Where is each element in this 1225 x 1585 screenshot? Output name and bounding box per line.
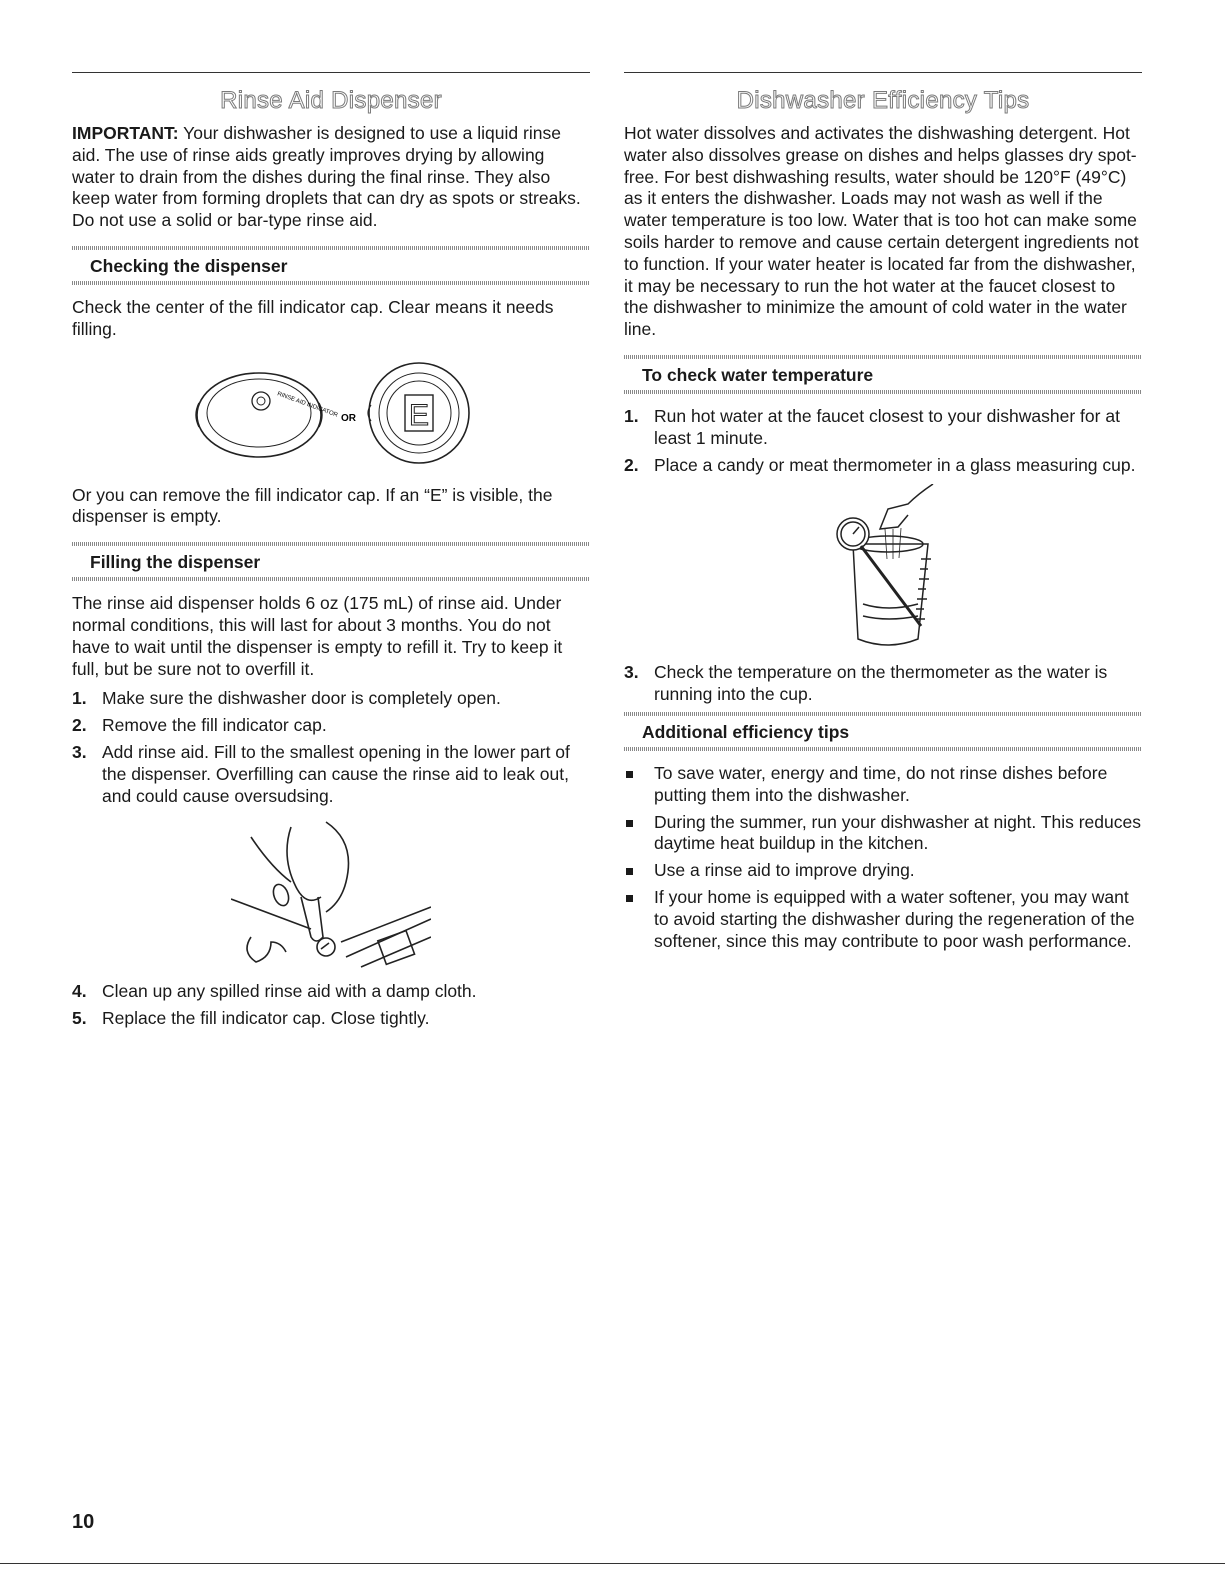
check-temp-steps-a	[624, 406, 1142, 476]
list-item	[624, 763, 1142, 807]
bullet-square-icon	[626, 771, 633, 778]
subhead-filling	[72, 542, 590, 581]
list-item	[624, 860, 1142, 882]
dotted-rule	[72, 542, 590, 546]
step-number: 5.	[72, 1008, 87, 1029]
step-text: Remove the fill indicator cap.	[102, 715, 327, 736]
check-temp-heading: To check water temperature	[642, 364, 874, 385]
step-text: Replace the fill indicator cap. Close tightly.	[102, 1008, 430, 1029]
dotted-rule	[624, 712, 1142, 716]
step-number: 4.	[72, 981, 87, 1002]
or-label: OR	[341, 412, 356, 424]
step-text: Add rinse aid. Fill to the smallest opening in the lower part of the dispenser. Overfilling can cause the rinse aid to leak out, and could cause oversudsing.	[102, 741, 570, 806]
dotted-rule	[624, 747, 1142, 751]
subhead-check-temp	[624, 355, 1142, 394]
cap-top-view-icon	[196, 373, 339, 457]
top-rule	[72, 72, 590, 73]
step-number: 2.	[72, 715, 87, 736]
filling-steps-a	[72, 688, 590, 807]
important-text: Your dishwasher is designed to use a liquid rinse aid. The use of rinse aids greatly improves drying by allowing water to drain from the dishes during the final rinse. They also keep water from forming droplets that can dry as spots or streaks. Do not use a solid or bar-type rinse aid.	[72, 123, 581, 231]
dotted-rule	[72, 246, 590, 250]
left-column	[72, 72, 590, 1035]
step-number: 1.	[624, 405, 639, 426]
section-title-efficiency: Dishwasher Efficiency Tips	[736, 87, 1030, 114]
bullet-text: During the summer, run your dishwasher at night. This reduces daytime heat buildup in the kitchen.	[654, 811, 1141, 854]
cap-label-text: RINSE AID INDICATOR	[276, 390, 339, 419]
top-rule	[624, 72, 1142, 73]
step-text: Run hot water at the faucet closest to your dishwasher for at least 1 minute.	[654, 405, 1120, 448]
filling-illustration	[231, 817, 431, 977]
efficiency-tips-list	[624, 763, 1142, 952]
checking-heading: Checking the dispenser	[90, 255, 288, 276]
subhead-additional	[624, 712, 1142, 751]
bottom-rule	[0, 1563, 1225, 1564]
list-item	[624, 887, 1142, 952]
cap-e-view-icon	[368, 363, 469, 463]
list-item	[72, 1008, 590, 1030]
step-text: Clean up any spilled rinse aid with a damp cloth.	[102, 981, 477, 1002]
filling-heading: Filling the dispenser	[90, 552, 261, 573]
hand-bottle-icon	[231, 822, 431, 967]
bullet-text: Use a rinse aid to improve drying.	[654, 860, 915, 881]
dotted-rule	[72, 281, 590, 285]
filling-steps-b	[72, 981, 590, 1030]
important-label: IMPORTANT:	[72, 123, 179, 143]
important-paragraph	[72, 123, 590, 232]
list-item	[624, 812, 1142, 856]
bullet-text: If your home is equipped with a water softener, you may want to avoid starting the dishwasher during the regeneration of the softener, since this may contribute to poor wash performance.	[654, 886, 1135, 951]
bullet-square-icon	[626, 895, 633, 902]
step-number: 2.	[624, 454, 639, 475]
list-item	[72, 715, 590, 737]
step-number: 3.	[72, 741, 87, 762]
bullet-text: To save water, energy and time, do not rinse dishes before putting them into the dishwasher.	[654, 762, 1108, 805]
list-item	[624, 455, 1142, 477]
dotted-rule	[624, 355, 1142, 359]
list-item	[72, 688, 590, 710]
list-item	[72, 981, 590, 1003]
step-text: Check the temperature on the thermometer as the water is running into the cup.	[654, 662, 1108, 705]
section-title-rinse-aid: Rinse Aid Dispenser	[220, 87, 442, 114]
thermometer-cup-illustration	[813, 484, 953, 654]
list-item	[72, 742, 590, 807]
additional-heading: Additional efficiency tips	[642, 721, 850, 742]
e-letter: E	[408, 398, 430, 432]
step-text: Place a candy or meat thermometer in a glass measuring cup.	[654, 454, 1136, 475]
list-item	[624, 406, 1142, 450]
step-number: 1.	[72, 688, 87, 709]
indicator-cap-illustration	[181, 355, 481, 475]
checking-text-2: Or you can remove the fill indicator cap. If an “E” is visible, the dispenser is empty.	[72, 484, 553, 527]
right-column	[624, 72, 1142, 957]
efficiency-intro: Hot water dissolves and activates the dishwashing detergent. Hot water also dissolves grease on dishes and helps glasses dry spot-free. For best dishwashing results, water should be 120°F (49°C) as it enters the dishwasher. Loads may not wash as well if the water temperature is too low. Water that is too hot can make some soils harder to remove and cause certain detergent ingredients not to function. If your water heater is located far from the dishwasher, it may be necessary to run the hot water at the faucet closest to the dishwasher to minimize the amount of cold water in the water line.	[624, 123, 1139, 340]
checking-text-1: Check the center of the fill indicator cap. Clear means it needs filling.	[72, 296, 554, 339]
check-temp-steps-b	[624, 662, 1142, 706]
dotted-rule	[72, 577, 590, 581]
list-item	[624, 662, 1142, 706]
bullet-square-icon	[626, 820, 633, 827]
subhead-checking	[72, 246, 590, 285]
dotted-rule	[624, 390, 1142, 394]
page-number: 10	[72, 1511, 95, 1533]
step-text: Make sure the dishwasher door is completely open.	[102, 688, 501, 709]
bullet-square-icon	[626, 868, 633, 875]
faucet-cup-icon	[837, 484, 933, 645]
filling-text: The rinse aid dispenser holds 6 oz (175 mL) of rinse aid. Under normal conditions, this will last for about 3 months. You do not have to wait until the dispenser is empty to refill it. Try to keep it full, but be sure not to overfill it.	[72, 593, 563, 679]
step-number: 3.	[624, 662, 639, 683]
